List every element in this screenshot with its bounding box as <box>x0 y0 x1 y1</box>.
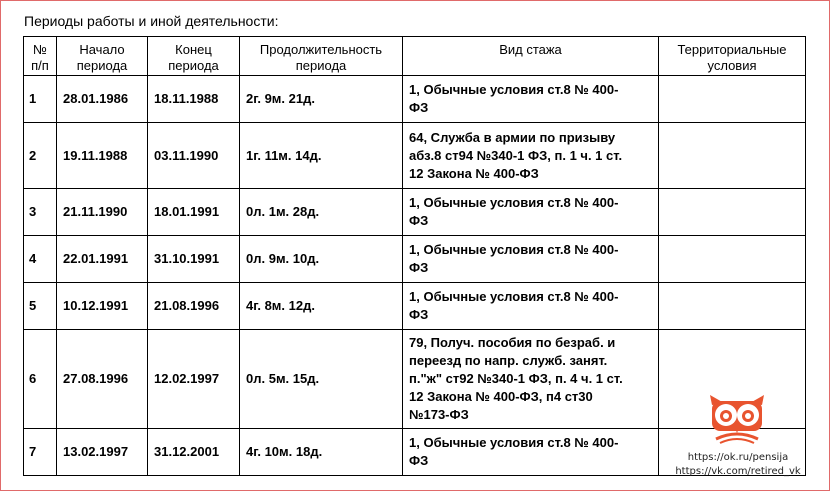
row-number: 2 <box>24 123 57 189</box>
row-number: 4 <box>24 236 57 283</box>
col-header-start: Начало периода <box>57 37 148 76</box>
row-type: 1, Обычные условия ст.8 № 400- ФЗ <box>403 76 659 123</box>
row-territorial <box>659 236 806 283</box>
owl-logo-icon <box>708 395 766 445</box>
row-end-date: 18.01.1991 <box>148 189 240 236</box>
col-header-territorial: Территориальные условия <box>659 37 806 76</box>
row-start-date: 28.01.1986 <box>57 76 148 123</box>
row-end-date: 12.02.1997 <box>148 330 240 429</box>
row-territorial <box>659 189 806 236</box>
row-number: 6 <box>24 330 57 429</box>
row-number: 7 <box>24 429 57 476</box>
row-end-date: 31.10.1991 <box>148 236 240 283</box>
row-type: 79, Получ. пособия по безраб. и переезд по напр. служб. занят. п."ж" ст92 №340-1 ФЗ, п. 4 ч. 1 ст. 12 Закона № 400-ФЗ, п4 ст30 №173-ФЗ <box>403 330 659 429</box>
row-type: 64, Служба в армии по призыву абз.8 ст94 №340-1 ФЗ, п. 1 ч. 1 ст. 12 Закона № 400-ФЗ <box>403 123 659 189</box>
row-end-date: 18.11.1988 <box>148 76 240 123</box>
row-duration: 4г. 8м. 12д. <box>240 283 403 330</box>
row-end-date: 31.12.2001 <box>148 429 240 476</box>
row-duration: 4г. 10м. 18д. <box>240 429 403 476</box>
row-end-date: 21.08.1996 <box>148 283 240 330</box>
table-row <box>24 76 806 123</box>
row-duration: 2г. 9м. 21д. <box>240 76 403 123</box>
row-number: 3 <box>24 189 57 236</box>
row-start-date: 13.02.1997 <box>57 429 148 476</box>
col-header-number: № п/п <box>24 37 57 76</box>
row-duration: 0л. 5м. 15д. <box>240 330 403 429</box>
row-type: 1, Обычные условия ст.8 № 400- ФЗ <box>403 429 659 476</box>
row-number: 5 <box>24 283 57 330</box>
row-duration: 0л. 9м. 10д. <box>240 236 403 283</box>
table-row <box>24 189 806 236</box>
row-territorial <box>659 283 806 330</box>
table-header-row <box>24 37 806 76</box>
row-territorial <box>659 123 806 189</box>
section-heading: Периоды работы и иной деятельности: <box>24 13 279 29</box>
row-start-date: 22.01.1991 <box>57 236 148 283</box>
table-row <box>24 236 806 283</box>
row-duration: 0л. 1м. 28д. <box>240 189 403 236</box>
row-number: 1 <box>24 76 57 123</box>
row-territorial <box>659 76 806 123</box>
col-header-duration: Продолжительность периода <box>240 37 403 76</box>
watermark-url-ok: https://ok.ru/pensija <box>687 452 789 463</box>
row-type: 1, Обычные условия ст.8 № 400- ФЗ <box>403 283 659 330</box>
watermark <box>668 395 808 483</box>
table-row <box>24 123 806 189</box>
row-end-date: 03.11.1990 <box>148 123 240 189</box>
col-header-type: Вид стажа <box>403 37 659 76</box>
row-start-date: 10.12.1991 <box>57 283 148 330</box>
row-duration: 1г. 11м. 14д. <box>240 123 403 189</box>
row-type: 1, Обычные условия ст.8 № 400- ФЗ <box>403 236 659 283</box>
row-start-date: 21.11.1990 <box>57 189 148 236</box>
row-start-date: 19.11.1988 <box>57 123 148 189</box>
watermark-url-vk: https://vk.com/retired_vk <box>675 466 801 477</box>
col-header-end: Конец периода <box>148 37 240 76</box>
row-type: 1, Обычные условия ст.8 № 400- ФЗ <box>403 189 659 236</box>
row-start-date: 27.08.1996 <box>57 330 148 429</box>
table-row <box>24 283 806 330</box>
